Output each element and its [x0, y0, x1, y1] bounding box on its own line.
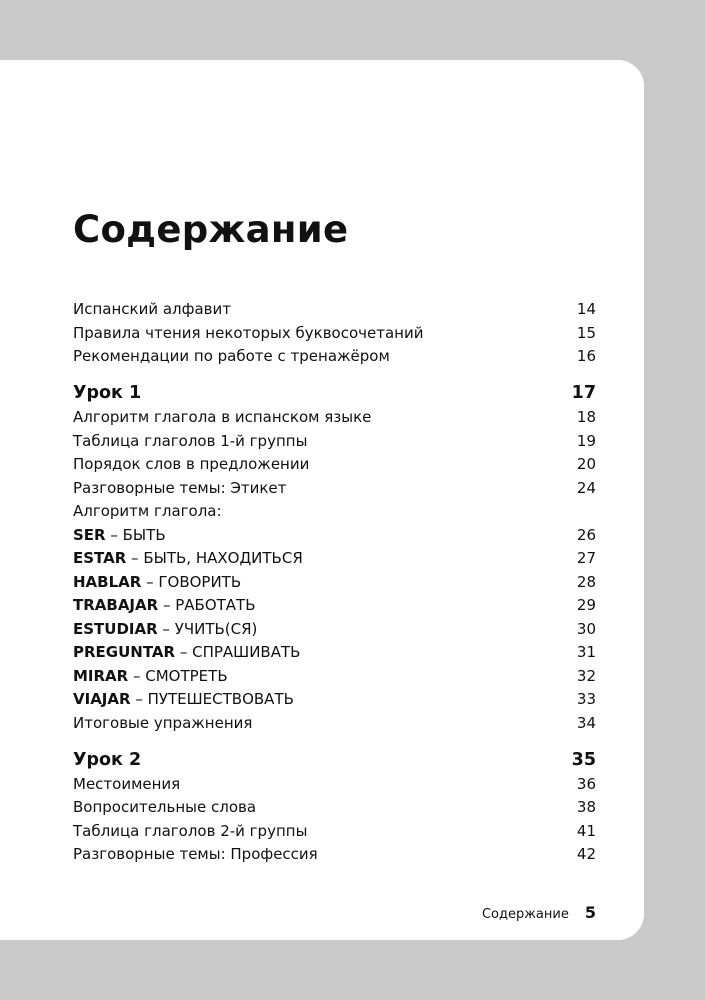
toc-entry-title: Местоимения: [73, 774, 181, 793]
toc-verb-entry[interactable]: [73, 641, 596, 665]
toc-entry-page: 42: [576, 845, 596, 863]
toc-entry[interactable]: [73, 820, 596, 844]
toc-entry-title: Разговорные темы: Этикет: [73, 478, 287, 497]
toc-entry[interactable]: [73, 322, 596, 346]
toc-entry[interactable]: [73, 453, 596, 477]
verb-name: ESTAR: [73, 549, 127, 567]
toc-lesson-1-heading[interactable]: [73, 380, 596, 406]
toc-entry[interactable]: [73, 773, 596, 797]
toc-entry-title: Алгоритм глагола в испанском языке: [73, 408, 372, 426]
toc-entry-title: Разговорные темы: Профессия: [73, 845, 318, 863]
verb-translation: – БЫТЬ: [105, 525, 166, 544]
toc-entry-page: 27: [576, 549, 596, 567]
toc-entry[interactable]: [73, 430, 596, 454]
verb-translation: – ПУТЕШЕСТВОВАТЬ: [130, 690, 294, 708]
verb-name: SER: [73, 525, 106, 544]
verb-entry-title: [73, 524, 166, 548]
toc-entry-page: 32: [576, 666, 596, 685]
toc-entry-page: 18: [576, 408, 596, 426]
toc-lesson-2-heading[interactable]: [73, 747, 596, 773]
lesson-title: Урок 2: [73, 749, 142, 770]
verb-translation: – УЧИТЬ(СЯ): [157, 619, 258, 638]
toc-entry[interactable]: [73, 406, 596, 430]
toc-entry-page: 20: [576, 455, 596, 473]
toc-entry-title: Рекомендации по работе с тренажёром: [73, 347, 390, 365]
toc-entry-title: Алгоритм глагола:: [73, 502, 222, 520]
verb-name: VIAJAR: [73, 690, 131, 708]
toc-entry[interactable]: [73, 796, 596, 820]
toc-entry-title: Правила чтения некоторых буквосочетаний: [73, 323, 424, 342]
toc-entry-page: 29: [576, 596, 596, 614]
toc-entry-title: Испанский алфавит: [73, 300, 231, 318]
toc-verb-entry[interactable]: [73, 594, 596, 618]
page-footer: [0, 903, 596, 922]
verb-entry-title: [73, 571, 241, 595]
toc-verb-entry[interactable]: [73, 547, 596, 571]
toc-entry-page: 30: [576, 619, 596, 638]
verb-name: HABLAR: [73, 572, 142, 591]
toc-entry-page: 41: [576, 821, 596, 840]
toc-entry-title: Порядок слов в предложении: [73, 455, 310, 473]
lesson-title: Урок 1: [73, 383, 142, 403]
toc-entry-page: 15: [576, 323, 596, 342]
verb-name: PREGUNTAR: [73, 643, 176, 661]
toc-verb-entry[interactable]: [73, 618, 596, 642]
toc-entry-page: 16: [576, 347, 596, 365]
verb-translation: – ГОВОРИТЬ: [141, 572, 242, 591]
page-title: Содержание: [73, 208, 349, 251]
toc-entry-page: 36: [576, 774, 596, 793]
toc-verb-entry[interactable]: [73, 524, 596, 548]
verb-entry-title: [73, 641, 300, 665]
verb-name: TRABAJAR: [73, 596, 159, 614]
verb-name: ESTUDIAR: [73, 619, 158, 638]
toc-entry-page: 28: [576, 572, 596, 591]
toc-entry-title: Таблица глаголов 1-й группы: [73, 431, 308, 450]
toc-entry-title: Итоговые упражнения: [73, 713, 253, 732]
verb-translation: – БЫТЬ, НАХОДИТЬСЯ: [126, 549, 303, 567]
toc-entry-page: 26: [576, 525, 596, 544]
verb-translation: – РАБОТАТЬ: [158, 596, 256, 614]
lesson-page: 35: [571, 749, 596, 770]
toc-entry-page: 19: [576, 431, 596, 450]
lesson-page: 17: [571, 383, 596, 403]
verb-entry-title: [73, 618, 257, 642]
toc-verb-entry[interactable]: [73, 688, 596, 712]
toc-entry[interactable]: [73, 477, 596, 501]
toc-entry-page: 34: [576, 713, 596, 732]
toc-entry: [73, 500, 596, 524]
verb-entry-title: [73, 688, 294, 712]
toc-entry-page: 31: [576, 643, 596, 661]
toc-entry[interactable]: [73, 843, 596, 867]
toc-entry-page: 14: [576, 300, 596, 318]
toc-entry-page: 33: [576, 690, 596, 708]
table-of-contents: [73, 298, 596, 867]
verb-translation: – СМОТРЕТЬ: [128, 666, 228, 685]
book-page: [0, 60, 644, 940]
footer-section-title: Содержание: [481, 907, 569, 922]
verb-translation: – СПРАШИВАТЬ: [175, 643, 301, 661]
toc-entry[interactable]: [73, 345, 596, 369]
verb-entry-title: [73, 665, 228, 689]
toc-entry-page: 24: [576, 478, 596, 497]
toc-entry[interactable]: [73, 298, 596, 322]
toc-entry-page: 38: [576, 798, 596, 816]
verb-entry-title: [73, 547, 303, 571]
toc-entry-title: Вопросительные слова: [73, 798, 257, 816]
toc-entry-title: Таблица глаголов 2-й группы: [73, 821, 308, 840]
toc-verb-entry[interactable]: [73, 665, 596, 689]
page-number: 5: [584, 903, 596, 922]
toc-entry[interactable]: [73, 712, 596, 736]
verb-entry-title: [73, 594, 256, 618]
verb-name: MIRAR: [73, 666, 129, 685]
toc-verb-entry[interactable]: [73, 571, 596, 595]
